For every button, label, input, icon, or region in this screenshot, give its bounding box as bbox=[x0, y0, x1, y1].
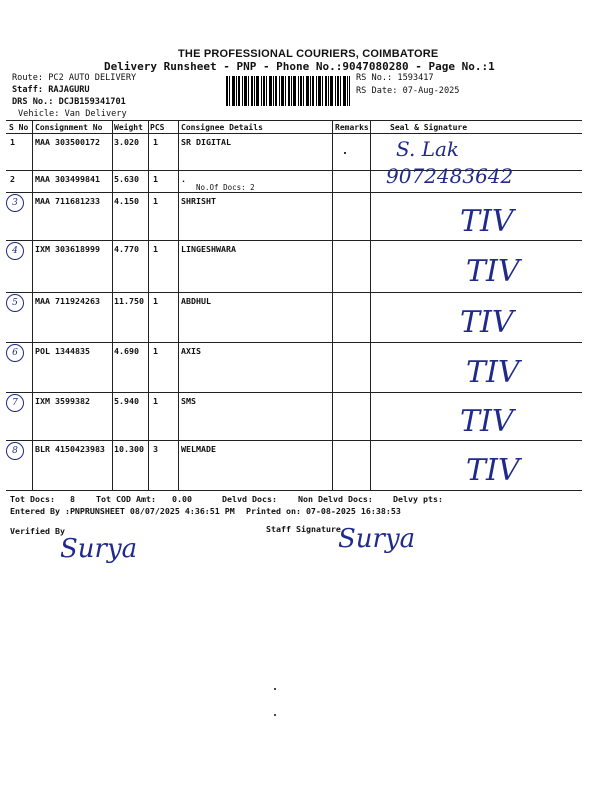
row-rule bbox=[6, 240, 582, 241]
delvd-docs-label: Delvd Docs: bbox=[222, 494, 277, 504]
scan-dot-icon bbox=[274, 714, 276, 716]
row-signature: 9072483642 bbox=[386, 164, 514, 188]
col-sep bbox=[32, 120, 33, 490]
remark-dot-icon bbox=[344, 152, 346, 154]
runsheet-title: Delivery Runsheet - PNP - Phone No.:9047080280 - Page No.:1 bbox=[104, 60, 495, 73]
row-sno-circled: 8 bbox=[6, 442, 24, 460]
row-sno-circled: 4 bbox=[6, 242, 24, 260]
verified-signature: Surya bbox=[60, 534, 138, 564]
row-consignee: ABDHUL bbox=[181, 296, 211, 306]
barcode-icon bbox=[226, 76, 350, 106]
tot-docs-value: 8 bbox=[70, 494, 75, 504]
row-signature: TIV bbox=[460, 404, 514, 439]
route-label: Route: PC2 AUTO DELIVERY bbox=[12, 73, 137, 83]
row-weight: 3.020 bbox=[114, 137, 139, 147]
row-signature: S. Lak bbox=[396, 137, 460, 161]
col-header-seal: Seal & Signature bbox=[390, 123, 468, 132]
row-rule bbox=[6, 192, 582, 193]
entered-by: Entered By :PNPRUNSHEET 08/07/2025 4:36:51 PM bbox=[10, 506, 235, 516]
row-weight: 4.690 bbox=[114, 346, 139, 356]
row-signature: TIV bbox=[466, 254, 520, 289]
row-sno: 2 bbox=[10, 174, 15, 184]
row-consignment: MAA 303500172 bbox=[35, 137, 100, 147]
staff-signature: Surya bbox=[338, 524, 416, 554]
col-header-consignee: Consignee Details bbox=[181, 123, 263, 132]
row-consignee: SMS bbox=[181, 396, 196, 406]
delvy-pts-label: Delvy pts: bbox=[393, 494, 443, 504]
row-consignee: SR DIGITAL bbox=[181, 137, 231, 147]
row-pcs: 1 bbox=[153, 196, 158, 206]
drs-number: DRS No.: DCJB159341701 bbox=[12, 97, 126, 107]
row-weight: 5.630 bbox=[114, 174, 139, 184]
row-sno-circled: 7 bbox=[6, 394, 24, 412]
row-consignment: BLR 4150423983 bbox=[35, 444, 105, 454]
col-header-remarks: Remarks bbox=[335, 123, 369, 132]
verified-by-label: Verified By bbox=[10, 526, 65, 536]
table-top-rule bbox=[6, 120, 582, 121]
row-pcs: 1 bbox=[153, 174, 158, 184]
row-signature: TIV bbox=[466, 453, 520, 488]
staff-signature-label: Staff Signature bbox=[266, 524, 341, 534]
row-rule bbox=[6, 342, 582, 343]
row-sno-circled: 6 bbox=[6, 344, 24, 362]
printed-on: Printed on: 07-08-2025 16:38:53 bbox=[246, 506, 401, 516]
row-sno: 1 bbox=[10, 137, 15, 147]
row-pcs: 1 bbox=[153, 346, 158, 356]
scan-dot-icon bbox=[274, 688, 276, 690]
col-sep bbox=[112, 120, 113, 490]
col-header-pcs: PCS bbox=[150, 123, 165, 132]
tot-cod-value: 0.00 bbox=[172, 494, 192, 504]
col-sep bbox=[178, 120, 179, 490]
col-header-sno: S No bbox=[9, 123, 29, 132]
row-pcs: 1 bbox=[153, 244, 158, 254]
col-header-weight: Weight bbox=[114, 123, 143, 132]
row-consignee: AXIS bbox=[181, 346, 201, 356]
rs-date: RS Date: 07-Aug-2025 bbox=[356, 86, 460, 96]
row-sno-circled: 5 bbox=[6, 294, 24, 312]
non-delvd-docs-label: Non Delvd Docs: bbox=[298, 494, 373, 504]
row-consignment: IXM 303618999 bbox=[35, 244, 100, 254]
row-consignment: IXM 3599382 bbox=[35, 396, 90, 406]
row-rule bbox=[6, 392, 582, 393]
row-consignment: MAA 303499841 bbox=[35, 174, 100, 184]
row-signature: TIV bbox=[460, 204, 514, 239]
row-consignee: WELMADE bbox=[181, 444, 216, 454]
col-sep bbox=[148, 120, 149, 490]
row-consignment: MAA 711924263 bbox=[35, 296, 100, 306]
row-pcs: 1 bbox=[153, 296, 158, 306]
row-consignee: LINGESHWARA bbox=[181, 244, 236, 254]
staff-label: Staff: RAJAGURU bbox=[12, 85, 90, 95]
vehicle-label: Vehicle: Van Delivery bbox=[18, 109, 127, 119]
col-sep bbox=[332, 120, 333, 490]
row-weight: 4.150 bbox=[114, 196, 139, 206]
row-weight: 5.940 bbox=[114, 396, 139, 406]
row-rule bbox=[6, 440, 582, 441]
row-weight: 10.300 bbox=[114, 444, 144, 454]
col-sep bbox=[370, 120, 371, 490]
row-pcs: 1 bbox=[153, 137, 158, 147]
row-pcs: 3 bbox=[153, 444, 158, 454]
company-title: THE PROFESSIONAL COURIERS, COIMBATORE bbox=[178, 48, 439, 60]
row-sno-circled: 3 bbox=[6, 194, 24, 212]
tot-docs-label: Tot Docs: bbox=[10, 494, 55, 504]
row-doc-count: No.Of Docs: 2 bbox=[196, 183, 255, 192]
row-pcs: 1 bbox=[153, 396, 158, 406]
row-weight: 11.750 bbox=[114, 296, 144, 306]
table-header-rule bbox=[6, 133, 582, 134]
row-rule bbox=[6, 292, 582, 293]
col-header-consignment: Consignment No bbox=[35, 123, 103, 132]
row-consignee: SHRISHT bbox=[181, 196, 216, 206]
row-consignee: . bbox=[181, 174, 186, 184]
row-consignment: POL 1344835 bbox=[35, 346, 90, 356]
row-signature: TIV bbox=[460, 305, 514, 340]
footer-rule bbox=[6, 490, 582, 491]
rs-number: RS No.: 1593417 bbox=[356, 73, 434, 83]
row-consignment: MAA 711681233 bbox=[35, 196, 100, 206]
tot-cod-label: Tot COD Amt: bbox=[96, 494, 156, 504]
row-signature: TIV bbox=[466, 355, 520, 390]
row-weight: 4.770 bbox=[114, 244, 139, 254]
